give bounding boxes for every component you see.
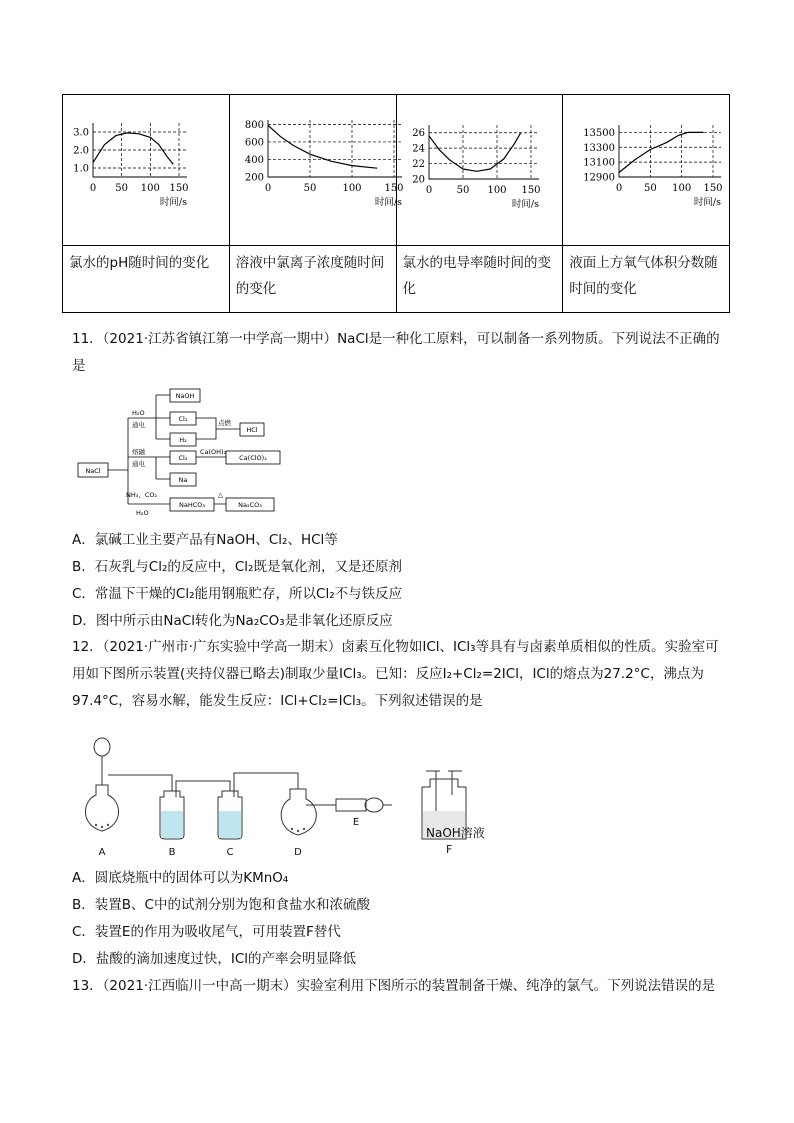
caoh2-label: Ca(OH)₂ — [200, 448, 227, 456]
q11-option-c: C．常温下干燥的Cl₂能用钢瓶贮存，所以Cl₂不与铁反应 — [72, 586, 403, 602]
cl2-label-a: Cl₂ — [178, 415, 188, 423]
h2-label: H₂ — [179, 436, 187, 444]
x-tick-label: 150 — [703, 183, 723, 194]
label-f: F — [446, 843, 453, 856]
cl2-label-b: Cl₂ — [178, 454, 188, 462]
x-tick-label: 150 — [169, 183, 189, 194]
y-tick-label: 13100 — [583, 157, 616, 169]
axes — [429, 125, 539, 179]
x-tick-label: 50 — [303, 183, 317, 194]
x-tick-label: 0 — [89, 183, 97, 194]
graph-cell-conductivity — [396, 95, 563, 246]
x-tick-label: 50 — [115, 183, 129, 194]
x-axis-label: 时间/s — [511, 199, 539, 210]
label-d: D — [294, 847, 302, 858]
x-tick-label: 50 — [456, 185, 469, 196]
question-12-stem: 12．（2021·广州市·广东实验中学高一期末）卤素互化物如ICl、ICl₃等具有与卤素单质相似的性质。实验室可用如下图所示装置(夹持仪器已略去)制取少量ICl₃。已知：反应I₂+Cl₂=2ICl，ICl的熔点为27.2°C，沸点为97.4°C，容易水解，能发生反应：ICl+Cl₂=ICl₃。下列叙述错误的是 — [72, 639, 719, 709]
nahco3-label: NaHCO₃ — [179, 501, 205, 509]
dropping-funnel — [94, 738, 110, 756]
graph-table — [62, 94, 730, 313]
x-tick-label: 0 — [425, 185, 432, 196]
y-tick-label: 20 — [411, 174, 425, 186]
y-tick-label: 12900 — [583, 172, 616, 184]
y-tick-label: 400 — [244, 154, 264, 166]
nh3co2-label: NH₃、CO₂ — [126, 491, 158, 499]
q11-option-a: A．氯碱工业主要产品有NaOH、Cl₂、HCl等 — [72, 532, 338, 548]
nacl-label: NaCl — [85, 467, 101, 475]
chloride-chart — [230, 95, 414, 241]
graph-cell-chloride — [229, 95, 404, 246]
y-tick-label: 24 — [411, 143, 425, 155]
h2o-label-2: H₂O — [136, 509, 149, 517]
ranshao-label: 点燃 — [218, 419, 231, 427]
nacl-flow-diagram — [76, 385, 286, 520]
flask-a — [85, 785, 118, 831]
caption-ph: 氯水的pH随时间的变化 — [63, 246, 230, 313]
tongdian-label-2: 通电 — [132, 460, 145, 468]
y-tick-label: 3.0 — [73, 127, 89, 139]
question-13-stem: 13．（2021·江西临川一中高一期末）实验室利用下图所示的装置制备干燥、纯净的氯气。下列说法错误的是 — [72, 978, 716, 994]
oxygen-chart — [563, 95, 731, 241]
x-tick-label: 100 — [140, 183, 160, 194]
caption-oxygen: 液面上方氧气体积分数随时间的变化 — [563, 246, 730, 313]
y-tick-label: 13500 — [583, 127, 616, 139]
q12-option-d: D．盐酸的滴加速度过快，ICl的产率会明显降低 — [72, 951, 357, 967]
h2o-label-1: H₂O — [132, 409, 145, 417]
series-line — [429, 133, 521, 172]
y-tick-label: 200 — [244, 172, 264, 184]
q12-option-a: A．圆底烧瓶中的固体可以为KMnO₄ — [72, 870, 289, 886]
q11-option-d: D．图中所示由NaCl转化为Na₂CO₃是非氧化还原反应 — [72, 613, 393, 629]
y-tick-label: 26 — [411, 128, 425, 140]
series-line — [619, 132, 704, 172]
x-tick-label: 150 — [520, 185, 541, 196]
tongdian-label-1: 通电 — [132, 421, 145, 429]
axes — [268, 120, 402, 177]
q12-option-c: C．装置E的作用为吸收尾气，可用装置F替代 — [72, 924, 341, 940]
na2co3-label: Na₂CO₃ — [238, 501, 262, 509]
label-b: B — [168, 847, 176, 858]
label-c: C — [226, 847, 234, 858]
tube-e — [336, 799, 366, 811]
graph-cell-oxygen — [563, 95, 730, 246]
naoh-solution-caption: NaOH溶液 — [426, 826, 485, 840]
rongrong-label: 熔融 — [132, 448, 145, 456]
flask-d — [281, 789, 316, 835]
series-line — [268, 125, 377, 168]
apparatus-diagram — [80, 735, 520, 863]
series-line — [93, 133, 173, 165]
axes — [619, 125, 721, 177]
label-e: E — [352, 817, 360, 828]
naoh-label: NaOH — [175, 392, 195, 400]
x-tick-label: 0 — [264, 183, 271, 194]
x-tick-label: 0 — [616, 183, 623, 194]
x-axis-label: 时间/s — [694, 197, 722, 208]
x-tick-label: 150 — [384, 183, 404, 194]
caclo2-label: Ca(ClO)₂ — [239, 454, 267, 462]
q11-option-b: B．石灰乳与Cl₂的反应中，Cl₂既是氧化剂，又是还原剂 — [72, 559, 402, 575]
hcl-label: HCl — [246, 426, 258, 434]
delta-label: △ — [218, 491, 223, 499]
x-axis-label: 时间/s — [159, 197, 187, 208]
y-tick-label: 13300 — [583, 142, 616, 154]
graph-cell-ph — [63, 95, 230, 246]
ph-chart — [63, 95, 213, 241]
q12-option-b: B．装置B、C中的试剂分别为饱和食盐水和浓硫酸 — [72, 897, 370, 913]
label-a: A — [98, 847, 106, 858]
y-tick-label: 22 — [411, 159, 425, 171]
question-11-stem: 11．（2021·江苏省镇江第一中学高一期中）NaCl是一种化工原料，可以制备一系列物质。下列说法不正确的是 — [72, 331, 720, 374]
y-tick-label: 800 — [244, 119, 264, 131]
caption-chloride: 溶液中氯离子浓度随时间的变化 — [229, 246, 396, 313]
conductivity-chart — [397, 95, 557, 241]
x-tick-label: 100 — [672, 183, 692, 194]
na-label: Na — [178, 476, 188, 484]
caption-conductivity: 氯水的电导率随时间的变化 — [396, 246, 563, 313]
x-tick-label: 100 — [342, 183, 362, 194]
y-tick-label: 600 — [244, 137, 264, 149]
y-tick-label: 1.0 — [73, 163, 89, 175]
y-tick-label: 2.0 — [73, 145, 89, 157]
x-axis-label: 时间/s — [374, 197, 402, 208]
x-tick-label: 50 — [644, 183, 657, 194]
x-tick-label: 100 — [486, 185, 507, 196]
